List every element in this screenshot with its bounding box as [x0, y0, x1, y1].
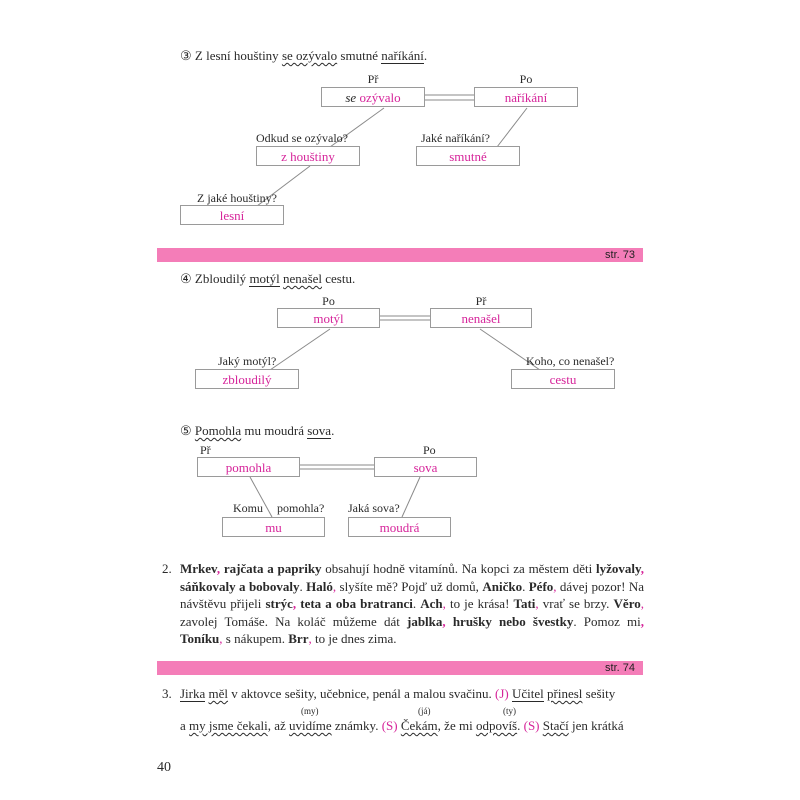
- task2-run: jablka: [406, 613, 443, 629]
- ex5-predicate-underlined: Pomohla: [194, 423, 242, 438]
- task3-l2-run: (S): [523, 718, 540, 733]
- task2-run: dávej pozor! Na návštěvu přijeli: [180, 578, 644, 611]
- task2-run: zavolej Tomáše. Na koláč můžeme dát: [180, 613, 407, 629]
- task2-paragraph: [180, 560, 644, 648]
- ex4-number: ④: [180, 271, 192, 286]
- task2-number: 2.: [162, 561, 172, 576]
- task2-run: slyšíte mě? Pojď už domů,: [336, 578, 483, 594]
- task2-run: Aničko: [482, 578, 523, 594]
- ex3-text: smutné: [337, 48, 382, 63]
- ex3-subject-underlined: naříkání: [381, 48, 424, 63]
- ex5-number: ⑤: [180, 423, 192, 438]
- ex4-text: cestu.: [322, 271, 356, 286]
- task2-run: Toníku: [180, 631, 220, 646]
- task3-l1-run: (J): [495, 686, 509, 701]
- ex5-role-subject: Po: [423, 443, 436, 457]
- ex3-text: .: [423, 48, 428, 63]
- task3-hint-ty: (ty): [503, 706, 516, 716]
- task3-l2-run: .: [517, 718, 524, 733]
- ex3-box-predicate-se: se: [345, 90, 357, 105]
- task2-run: strýc: [265, 596, 293, 611]
- ex5-question-1a: Komu: [233, 501, 263, 515]
- task3-l1-run: Jirka: [180, 686, 206, 701]
- ex3-question-3: Z jaké houštiny?: [197, 191, 277, 205]
- page-reference: str. 74: [605, 662, 635, 674]
- task3-l2-run: my jsme čekali: [189, 718, 268, 733]
- ex4-sentence: [180, 271, 355, 287]
- ex5-box-predicate: pomohla: [197, 457, 300, 477]
- ex4-box-subject: motýl: [277, 308, 380, 328]
- task2-run: Péfo: [528, 578, 554, 594]
- task2-run: Věro: [613, 596, 641, 611]
- ex3-role-predicate: Př: [367, 72, 379, 86]
- task2-run: ,: [219, 631, 223, 646]
- task2-run: . Pomoz mi: [573, 613, 641, 629]
- task3-l2-run: známky.: [331, 718, 382, 733]
- task3-l2-run: , že mi: [437, 718, 476, 733]
- task2-run: Mrkev: [180, 561, 217, 576]
- task3-l2-run: Čekám: [400, 718, 438, 733]
- ex3-sentence: [180, 48, 427, 64]
- task3-line-1: [180, 686, 615, 702]
- task2-run: Tati: [513, 596, 536, 611]
- ex5-question-1b: pomohla?: [277, 501, 325, 515]
- task2-run: sáňkovaly a bobovaly: [180, 578, 300, 594]
- task2-run: vrať se brzy.: [538, 596, 614, 611]
- task2-run: .: [412, 596, 421, 611]
- ex5-box-subject: sova: [374, 457, 477, 477]
- ex3-number: ③: [180, 48, 192, 63]
- task2-run: teta a oba bratranci: [300, 596, 413, 611]
- task2-run: ,: [216, 561, 224, 576]
- ex5-question-2: Jaká sova?: [348, 501, 400, 515]
- task2-run: obsahují hodně vitamínů. Na kopci za městem děti: [321, 561, 596, 576]
- ex4-question-1: Jaký motýl?: [218, 354, 277, 368]
- ex3-box-subject: naříkání: [474, 87, 578, 107]
- ex4-predicate-underlined: nenašel: [283, 271, 323, 286]
- ex3-box-predicate: [321, 87, 425, 107]
- page-reference-band: [157, 248, 643, 262]
- task2-run: Ach: [420, 596, 443, 611]
- task2-run: to je dnes zima.: [311, 631, 397, 646]
- task2-run: s nákupem.: [222, 631, 289, 646]
- ex4-box-predicate: nenašel: [430, 308, 532, 328]
- task3-l1-run: v aktovce sešity, učebnice, penál a malou svačinu.: [228, 686, 496, 701]
- task3-l2-run: , až: [267, 718, 290, 733]
- task3-l2-run: Stačí: [542, 718, 569, 733]
- task3-hint-ja: (já): [418, 706, 431, 716]
- page-number: 40: [157, 760, 171, 775]
- task2-run: ,: [442, 613, 453, 629]
- task2-run: .: [522, 578, 529, 594]
- ex5-role-predicate: Př: [200, 443, 211, 457]
- ex4-question-2: Koho, co nenašel?: [526, 354, 615, 368]
- task3-l2-run: odpovíš: [475, 718, 518, 733]
- ex4-answer-2: cestu: [511, 369, 615, 389]
- task2-run: .: [299, 578, 307, 594]
- ex3-role-subject: Po: [519, 72, 533, 86]
- task3-l2-run: jen krátká: [568, 718, 624, 733]
- task2-run: ,: [640, 613, 645, 629]
- task2-run: lyžovaly: [595, 561, 641, 576]
- ex3-answer-2: smutné: [416, 146, 520, 166]
- task2-run: to je krása!: [445, 596, 514, 611]
- task3-l2-run: uvidíme: [289, 718, 332, 733]
- task3-hint-my: (my): [301, 706, 319, 716]
- task3-l1-run: Učitel: [512, 686, 544, 701]
- task3-l2-run: (S): [381, 718, 398, 733]
- page-reference-band: [157, 661, 643, 675]
- task2-run: ,: [640, 561, 644, 576]
- ex4-answer-1: zbloudilý: [195, 369, 299, 389]
- task2-run: ,: [308, 631, 312, 646]
- ex3-answer-1: z houštiny: [256, 146, 360, 166]
- task2-run: ,: [553, 578, 557, 594]
- task2-run: ,: [640, 596, 644, 611]
- task2-run: Haló: [306, 578, 333, 594]
- task3-l1-run: přinesl: [547, 686, 583, 701]
- ex5-subject-underlined: sova: [307, 423, 332, 438]
- task3-l1-run: měl: [208, 686, 229, 701]
- task3-l2-run: a: [180, 718, 190, 733]
- ex5-answer-1: mu: [222, 517, 325, 537]
- ex5-text: .: [331, 423, 335, 438]
- task3-number: 3.: [162, 686, 172, 701]
- task3-l1-run: sešity: [582, 686, 616, 701]
- ex4-text: Zbloudilý: [194, 271, 250, 286]
- task2-run: ,: [442, 596, 446, 611]
- ex3-predicate-underlined: se ozývalo: [281, 48, 338, 63]
- task2-run: hrušky nebo švestky: [452, 613, 574, 629]
- task2-run: ,: [292, 596, 301, 611]
- ex4-role-subject: Po: [322, 294, 335, 308]
- task2-run: ,: [332, 578, 337, 594]
- ex5-answer-2: moudrá: [348, 517, 451, 537]
- ex5-text: mu moudrá: [241, 423, 308, 438]
- ex3-answer-3: lesní: [180, 205, 284, 225]
- ex3-box-predicate-text: ozývalo: [359, 90, 401, 105]
- ex3-question-1: Odkud se ozývalo?: [256, 131, 348, 145]
- task2-run: Brr: [288, 631, 309, 646]
- ex3-question-2: Jaké naříkání?: [421, 131, 490, 145]
- ex4-subject-underlined: motýl: [249, 271, 280, 286]
- ex3-text: Z lesní houštiny: [194, 48, 282, 63]
- ex5-sentence: [180, 423, 334, 439]
- page-reference: str. 73: [605, 249, 635, 261]
- task2-run: ,: [535, 596, 539, 611]
- task2-run: rajčata a papriky: [223, 561, 322, 576]
- task3-line-2: [180, 718, 624, 734]
- ex4-role-predicate: Př: [475, 294, 487, 308]
